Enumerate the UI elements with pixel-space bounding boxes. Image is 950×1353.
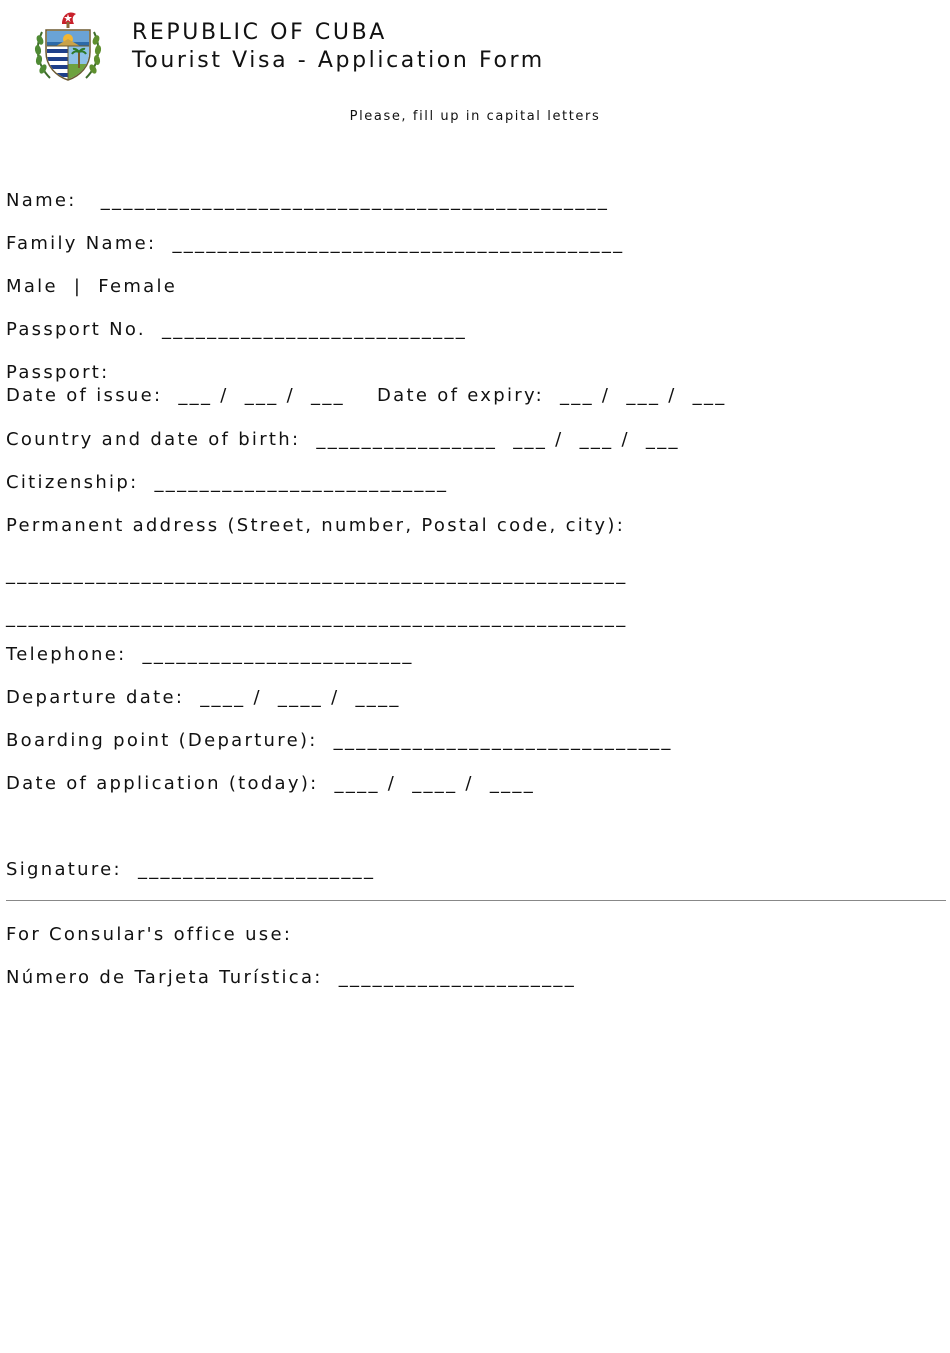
telephone-field[interactable]: Telephone: ________________________ (6, 644, 414, 665)
birth-country-date-field[interactable]: Country and date of birth: ________________ ___ / ___ / ___ (6, 429, 680, 450)
name-field[interactable]: Name: _____________________________________________ (6, 190, 610, 211)
cuba-coat-of-arms-emblem (32, 8, 104, 86)
consular-use-heading: For Consular's office use: (6, 924, 293, 945)
gender-options[interactable]: Male | Female (6, 276, 178, 297)
header-title: REPUBLIC OF CUBA (132, 20, 387, 45)
section-divider (6, 900, 946, 901)
boarding-point-field[interactable]: Boarding point (Departure): ______________________________ (6, 730, 673, 751)
address-line-1[interactable]: _______________________________________________________ (6, 564, 628, 585)
fill-instruction: Please, fill up in capital letters (349, 109, 601, 124)
address-line-2[interactable]: _______________________________________________________ (6, 607, 628, 628)
header-subtitle: Tourist Visa - Application Form (132, 48, 545, 73)
passport-heading: Passport: (6, 362, 110, 383)
citizenship-field[interactable]: Citizenship: __________________________ (6, 472, 449, 493)
tourist-card-number-field[interactable]: Número de Tarjeta Turística: _____________________ (6, 967, 577, 988)
signature-field[interactable]: Signature: _____________________ (6, 859, 376, 880)
passport-number-field[interactable]: Passport No. ___________________________ (6, 319, 468, 340)
family-name-field[interactable]: Family Name: ________________________________________ (6, 233, 625, 254)
permanent-address-label: Permanent address (Street, number, Postal code, city): (6, 515, 626, 536)
departure-date-field[interactable]: Departure date: ____ / ____ / ____ (6, 687, 401, 708)
passport-dates-field[interactable]: Date of issue: ___ / ___ / ___ Date of expiry: ___ / ___ / ___ (6, 385, 727, 406)
application-date-field[interactable]: Date of application (today): ____ / ____ / ____ (6, 773, 536, 794)
